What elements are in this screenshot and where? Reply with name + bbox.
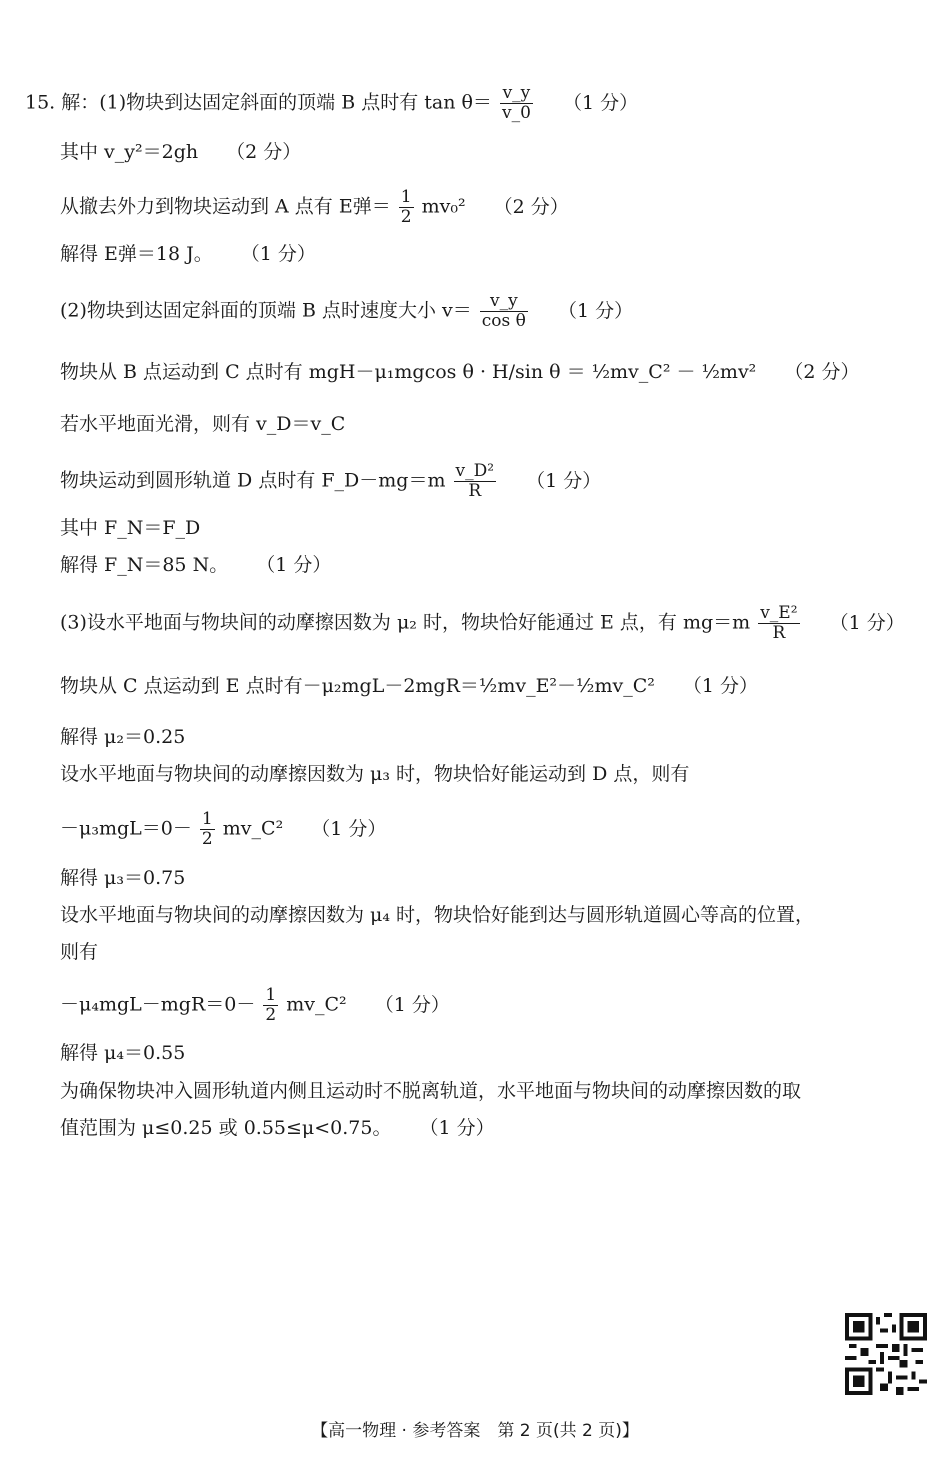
solution-line — [60, 462, 601, 501]
solution-line — [60, 412, 367, 436]
line-text: 解得 μ₃＝0.75 — [60, 867, 186, 889]
solution-line — [60, 674, 758, 698]
line-text: 15. 解：(1)物块到达固定斜面的顶端 B 点时有 tan θ＝ — [25, 91, 492, 114]
fraction-denominator: 2 — [201, 829, 213, 849]
line-text: 设水平地面与物块间的动摩擦因数为 μ₄ 时，物块恰好能到达与圆形轨道圆心等高的位置， — [60, 904, 815, 926]
fraction — [480, 292, 528, 331]
line-text: 解得 F_N＝85 N。 — [60, 554, 229, 576]
fraction — [263, 986, 278, 1025]
line-text: 物块运动到圆形轨道 D 点时有 F_D－mg＝m — [60, 469, 446, 492]
score-label: （2 分） — [226, 141, 302, 163]
solution-line — [60, 188, 569, 227]
score-label: （1 分） — [419, 1117, 495, 1139]
line-text: mv_C² — [222, 817, 284, 840]
fraction-denominator: R — [454, 481, 497, 501]
solution-line — [60, 360, 859, 384]
line-text: 为确保物块冲入圆形轨道内侧且运动时不脱离轨道，水平地面与物块间的动摩擦因数的取 — [60, 1080, 802, 1102]
line-text: mv_C² — [286, 993, 347, 1016]
fraction — [200, 810, 215, 849]
fraction-denominator: v_0 — [501, 103, 531, 123]
fraction-numerator: v_y — [502, 83, 531, 103]
line-text: 从撤去外力到物块运动到 A 点有 E弹＝ — [60, 195, 391, 218]
fraction-numerator: v_y — [489, 291, 518, 311]
line-text: mv₀² — [421, 195, 466, 218]
fraction — [454, 462, 497, 501]
fraction-denominator: 2 — [400, 207, 412, 227]
solution-line — [60, 810, 386, 849]
score-label: （2 分） — [493, 195, 569, 218]
fraction-denominator: cos θ — [481, 311, 526, 331]
line-text: 物块从 C 点运动到 E 点时有－μ₂mgL－2mgR＝½mv_E²－½mv_C² — [60, 675, 655, 697]
fraction — [500, 84, 533, 123]
fraction-numerator: 1 — [265, 985, 277, 1005]
score-label: （1 分） — [240, 243, 316, 265]
solution-line — [60, 1079, 823, 1103]
solution-line — [60, 516, 222, 540]
fraction — [399, 188, 414, 227]
line-text: 解得 μ₄＝0.55 — [60, 1042, 186, 1064]
line-text: 其中 v_y²＝2gh — [60, 141, 199, 163]
line-text: (3)设水平地面与物块间的动摩擦因数为 μ₂ 时，物块恰好能通过 E 点，有 mg＝m — [60, 611, 751, 634]
score-label: （1 分） — [682, 675, 759, 697]
fraction-numerator: v_D² — [455, 461, 495, 481]
solution-line — [60, 553, 331, 577]
line-text: 值范围为 μ≤0.25 或 0.55≤μ<0.75。 — [60, 1117, 392, 1139]
solution-line — [60, 940, 120, 964]
qr-code-icon — [845, 1313, 927, 1395]
line-text: 其中 F_N＝F_D — [60, 517, 201, 539]
line-text: 设水平地面与物块间的动摩擦因数为 μ₃ 时，物块恰好能运动到 D 点，则有 — [60, 763, 690, 785]
solution-line — [60, 986, 450, 1025]
score-label: （1 分） — [526, 469, 602, 492]
line-text: －μ₄mgL－mgR＝0－ — [60, 993, 256, 1016]
solution-line — [60, 725, 207, 749]
line-text: 物块从 B 点运动到 C 点时有 mgH－μ₁mgcos θ · H/sin θ ＝ ½mv_C² － ½mv² — [60, 361, 757, 383]
solution-line — [60, 762, 711, 786]
fraction-numerator: 1 — [201, 809, 213, 829]
line-text: 解得 μ₂＝0.25 — [60, 726, 186, 748]
solution-line — [60, 604, 905, 643]
solution-line — [60, 140, 301, 164]
score-label: （1 分） — [829, 611, 905, 634]
score-label: （1 分） — [562, 91, 639, 114]
fraction-denominator: 2 — [265, 1005, 277, 1025]
score-label: （2 分） — [784, 361, 860, 383]
fraction-numerator: 1 — [400, 187, 412, 207]
score-label: （1 分） — [374, 993, 450, 1016]
solution-line — [60, 866, 207, 890]
line-text: 解得 E弹＝18 J。 — [60, 243, 213, 265]
solution-line — [60, 1116, 495, 1140]
fraction — [758, 604, 799, 643]
line-text: －μ₃mgL＝0－ — [60, 817, 192, 840]
score-label: （1 分） — [557, 299, 634, 322]
solution-line — [60, 242, 316, 266]
fraction-numerator: v_E² — [760, 603, 798, 623]
line-text: 则有 — [60, 941, 99, 963]
page-footer: 【高一物理 · 参考答案 第 2 页(共 2 页)】 — [311, 1421, 639, 1441]
solution-line — [60, 292, 633, 331]
solution-line — [60, 1041, 207, 1065]
fraction-denominator: R — [758, 623, 799, 643]
line-text: 若水平地面光滑，则有 v_D＝v_C — [60, 413, 346, 435]
score-label: （1 分） — [311, 817, 387, 840]
line-text: (2)物块到达固定斜面的顶端 B 点时速度大小 v＝ — [60, 299, 472, 322]
score-label: （1 分） — [256, 554, 332, 576]
solution-line — [25, 84, 638, 123]
solution-line — [60, 903, 836, 927]
